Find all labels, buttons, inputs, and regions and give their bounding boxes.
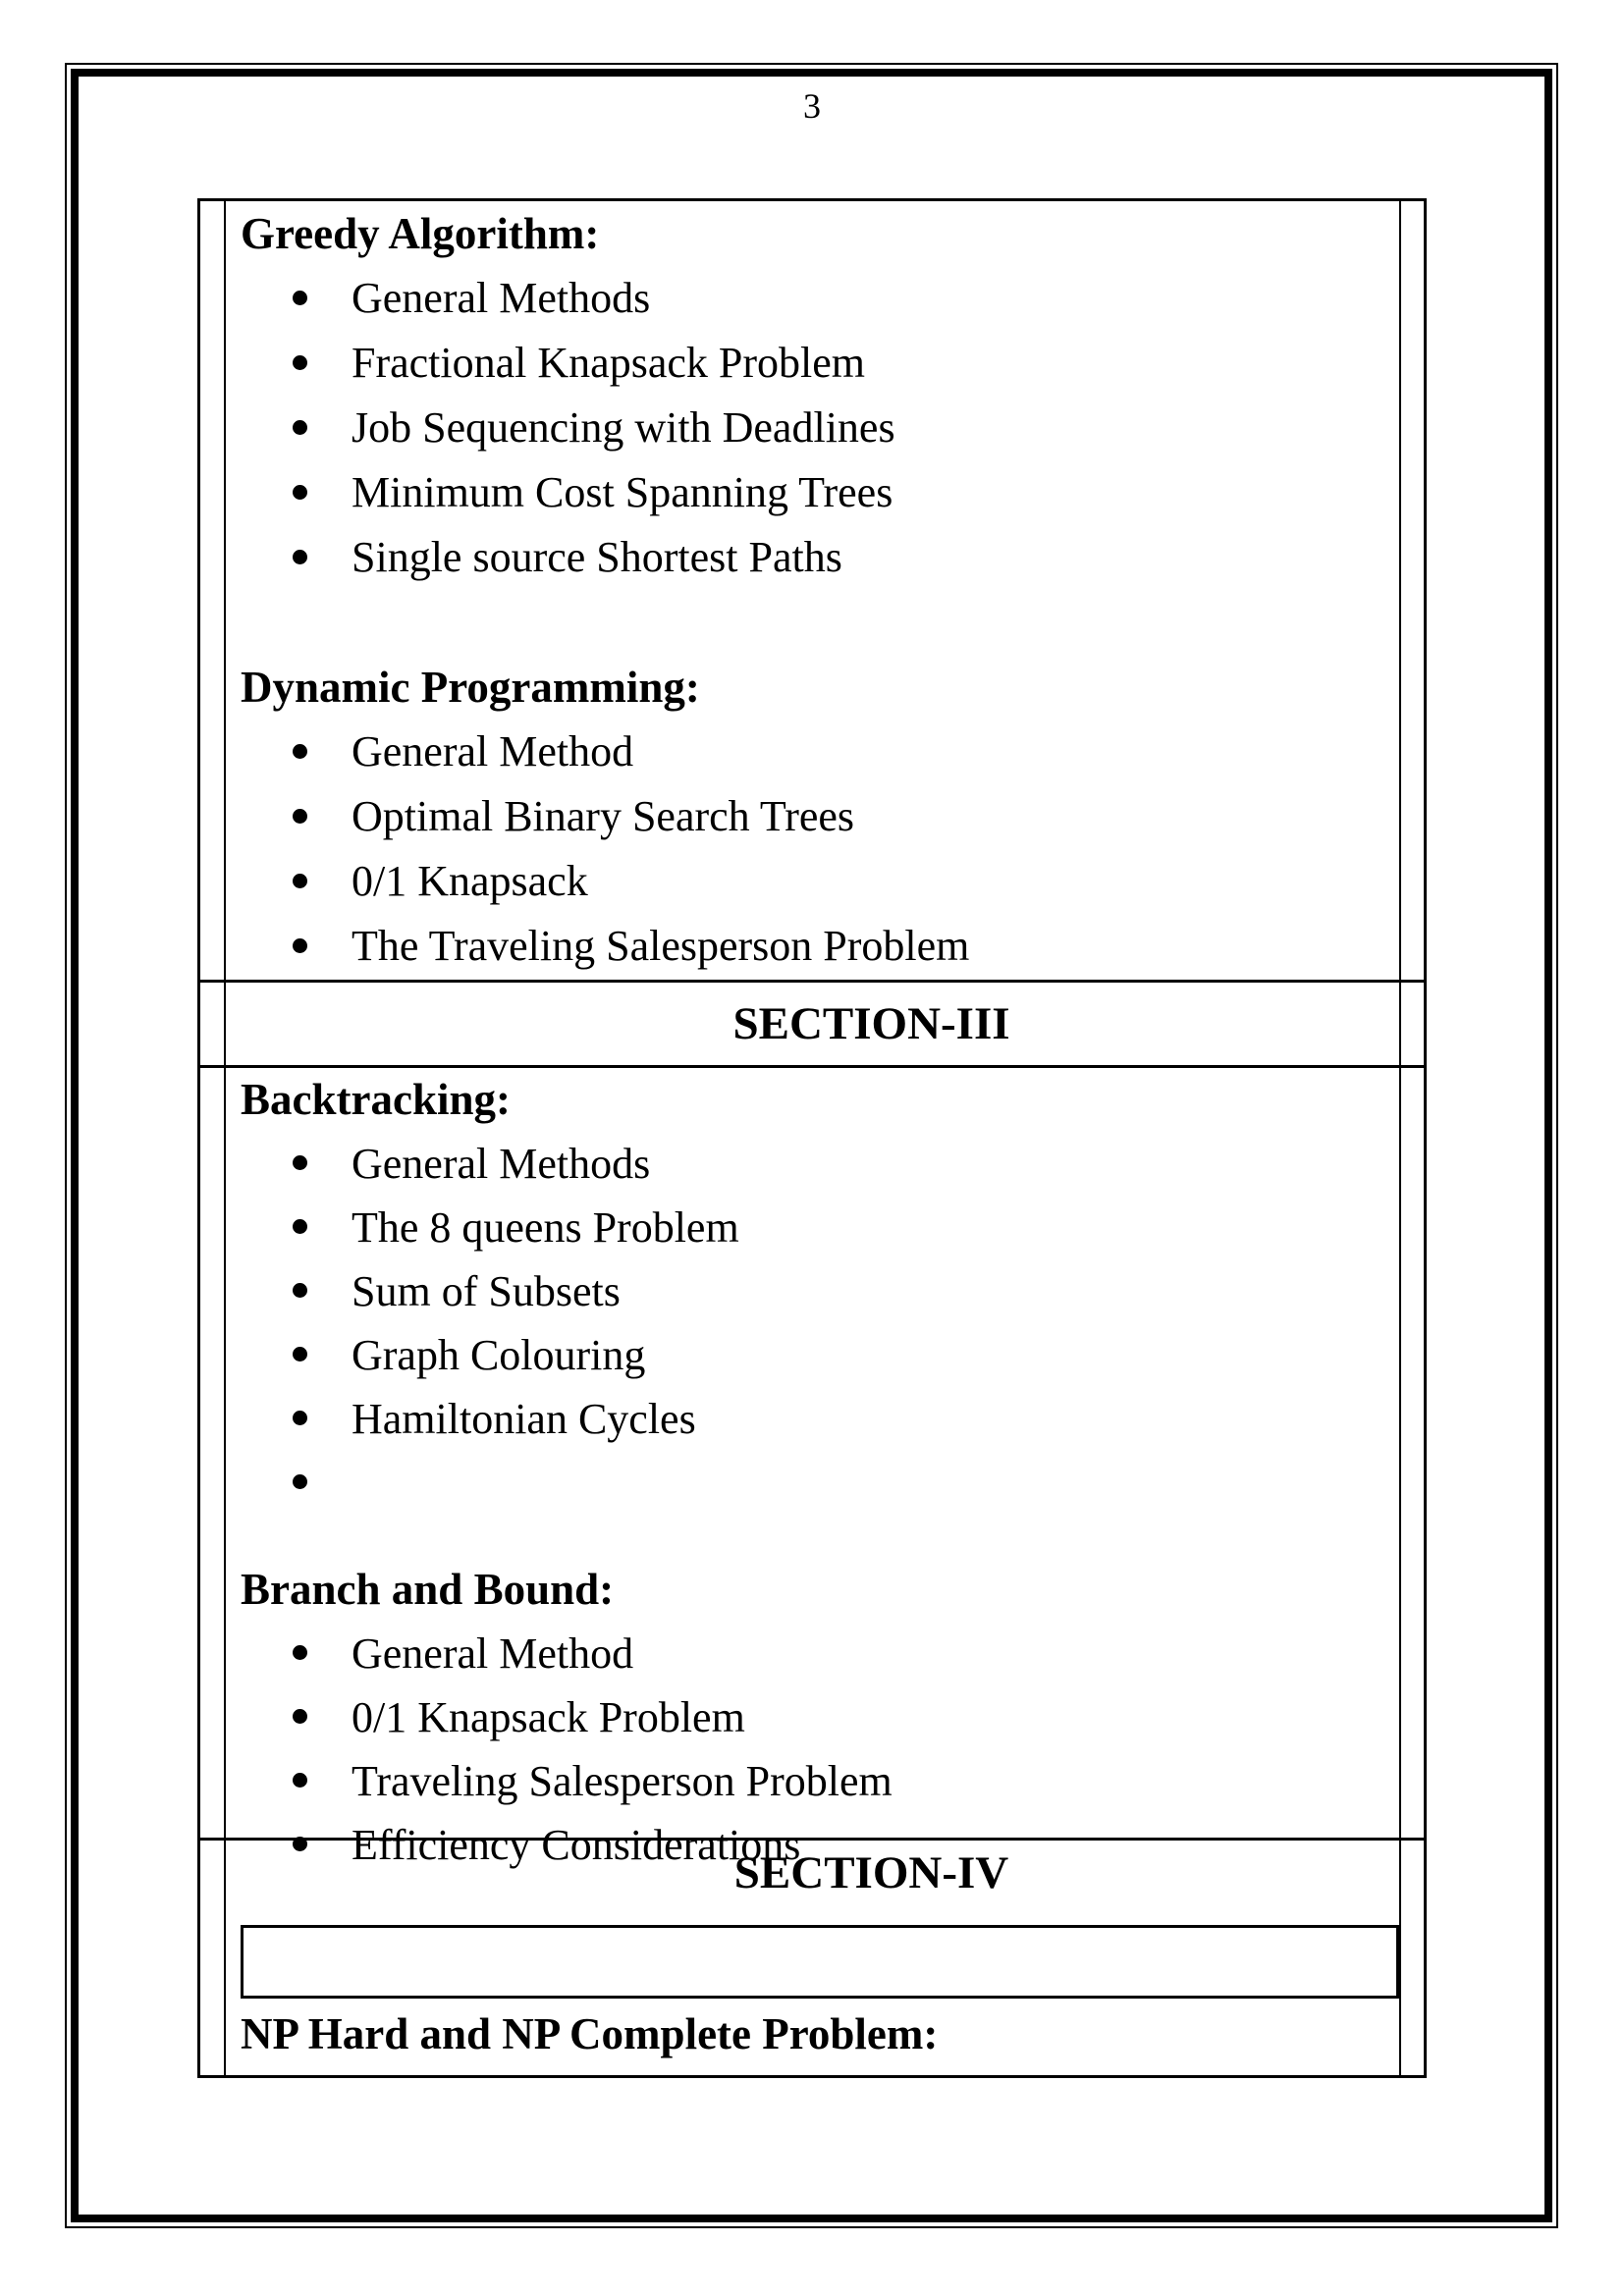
gutter-cell-right: [1399, 1065, 1424, 1838]
gutter-cell-left: [200, 1065, 226, 1838]
branch-and-bound-heading: Branch and Bound:: [241, 1565, 615, 1614]
list-item: General Methods: [241, 1132, 1389, 1196]
greedy-algorithm-list: [241, 266, 1389, 590]
gutter-cell-right: [1399, 201, 1424, 980]
list-item: Optimal Binary Search Trees: [241, 784, 1389, 849]
list-item: The 8 queens Problem: [241, 1196, 1389, 1259]
section-iv-banner: SECTION-IV: [733, 1847, 1009, 1898]
list-item: General Method: [241, 1622, 1389, 1685]
syllabus-table: [197, 198, 1427, 2078]
blank-line: [241, 590, 1389, 655]
list-item: 0/1 Knapsack Problem: [241, 1685, 1389, 1749]
gutter-cell-left: [200, 201, 226, 980]
list-item: The Traveling Salesperson Problem: [241, 914, 1389, 979]
content-cell-backtracking-branch: [226, 1065, 1399, 1869]
blank-line: [241, 1494, 1389, 1558]
list-item: Single source Shortest Paths: [241, 525, 1389, 590]
list-item: Graph Colouring: [241, 1323, 1389, 1387]
list-item: Sum of Subsets: [241, 1259, 1389, 1323]
list-item: Traveling Salesperson Problem: [241, 1749, 1389, 1813]
list-item: Fractional Knapsack Problem: [241, 331, 1389, 396]
gutter-cell-right: [1399, 1838, 1424, 2075]
np-hard-heading: NP Hard and NP Complete Problem:: [241, 2009, 939, 2058]
gutter-cell-left: [200, 1838, 226, 2075]
list-item: General Methods: [241, 266, 1389, 331]
list-item: General Method: [241, 720, 1389, 784]
greedy-algorithm-heading: Greedy Algorithm:: [241, 209, 600, 258]
dynamic-programming-heading: Dynamic Programming:: [241, 663, 700, 712]
list-item: Minimum Cost Spanning Trees: [241, 460, 1389, 525]
list-item: Efficiency Considerations: [241, 1813, 1389, 1877]
gutter-cell-left: [200, 980, 226, 1065]
empty-box: [241, 1925, 1399, 1999]
empty-list-item: [241, 1451, 1389, 1494]
dynamic-programming-list: [241, 720, 1389, 979]
section-iii-banner: SECTION-III: [226, 980, 1399, 1065]
backtracking-list: [241, 1132, 1389, 1494]
list-item: 0/1 Knapsack: [241, 849, 1389, 914]
list-item: Hamiltonian Cycles: [241, 1387, 1389, 1451]
content-cell-greedy-dynamic: [226, 201, 1399, 980]
backtracking-heading: Backtracking:: [241, 1075, 511, 1124]
branch-and-bound-list: [241, 1622, 1389, 1877]
gutter-cell-right: [1399, 980, 1424, 1065]
page-number: 3: [803, 86, 821, 126]
list-item: Job Sequencing with Deadlines: [241, 396, 1389, 460]
